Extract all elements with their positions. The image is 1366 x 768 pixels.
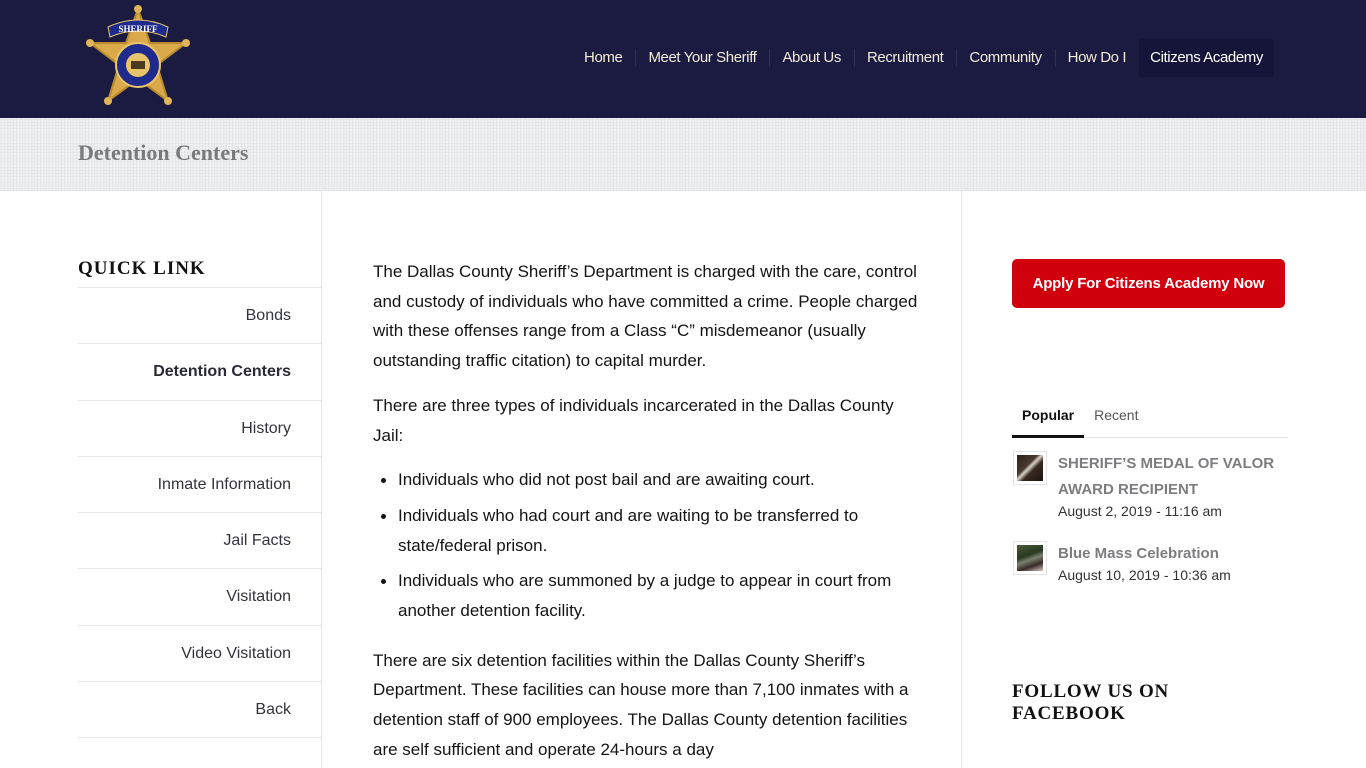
- quick-link-bonds[interactable]: Bonds: [78, 288, 321, 344]
- svg-text:SHERIFF: SHERIFF: [118, 24, 158, 34]
- post-title-link[interactable]: Blue Mass Celebration: [1058, 545, 1219, 562]
- quick-link-heading: QUICK LINK: [78, 258, 206, 279]
- inmate-types-list: [373, 465, 918, 626]
- column-divider: [961, 191, 962, 768]
- quick-link-jail-facts[interactable]: Jail Facts: [78, 513, 321, 569]
- sheriff-star-icon: [82, 5, 194, 113]
- quick-link-video-visitation[interactable]: Video Visitation: [78, 626, 321, 682]
- tab-recent[interactable]: Recent: [1094, 407, 1139, 423]
- page-title-bar: [0, 118, 1366, 191]
- post-thumbnail[interactable]: [1013, 541, 1047, 575]
- quick-link-visitation[interactable]: Visitation: [78, 569, 321, 625]
- nav-about-us[interactable]: About Us: [769, 39, 854, 77]
- main-content: [373, 257, 918, 768]
- quick-link-back[interactable]: Back: [78, 682, 321, 738]
- nav-meet-your-sheriff[interactable]: Meet Your Sheriff: [635, 39, 769, 77]
- nav-recruitment[interactable]: Recruitment: [854, 39, 956, 77]
- list-item: Individuals who are summoned by a judge to appear in court from another detention facility.: [373, 566, 918, 625]
- quick-link-history[interactable]: History: [78, 401, 321, 457]
- posts-tabs: [1012, 399, 1288, 438]
- intro-paragraph: The Dallas County Sheriff’s Department is charged with the care, control and custody of individuals who have committed a crime. People charged with these offenses range from a Class “C” misdemeanor (usually outstanding traffic citation) to capital murder.: [373, 262, 918, 371]
- main-nav: [571, 39, 1274, 77]
- post-date: August 2, 2019 - 11:16 am: [1058, 503, 1222, 519]
- list-item: Individuals who had court and are waiting to be transferred to state/federal prison.: [373, 501, 918, 560]
- sheriff-badge-logo[interactable]: [82, 5, 194, 113]
- follow-facebook-heading: FOLLOW US ON FACEBOOK: [1012, 681, 1170, 724]
- list-item: Individuals who did not post bail and are awaiting court.: [373, 465, 918, 495]
- types-paragraph: There are three types of individuals incarcerated in the Dallas County Jail:: [373, 395, 894, 445]
- facilities-paragraph: There are six detention facilities within the Dallas County Sheriff’s Department. These facilities can house more than 7,100 inmates with a detention staff of 900 employees. The Dallas County detention facilities are self sufficient and operate 24-hours a day: [373, 650, 909, 759]
- quick-link-inmate-information[interactable]: Inmate Information: [78, 457, 321, 513]
- quick-link-detention-centers[interactable]: Detention Centers: [78, 344, 321, 400]
- page-title: Detention Centers: [78, 140, 249, 165]
- post-title-link[interactable]: SHERIFF’S MEDAL OF VALOR AWARD RECIPIENT: [1058, 455, 1275, 498]
- nav-how-do-i[interactable]: How Do I: [1055, 39, 1140, 77]
- apply-citizens-academy-button[interactable]: Apply For Citizens Academy Now: [1012, 259, 1285, 308]
- quick-link-sidebar: [78, 191, 322, 768]
- tab-popular[interactable]: Popular: [1012, 399, 1084, 438]
- nav-community[interactable]: Community: [956, 39, 1054, 77]
- quick-link-list: [78, 287, 321, 738]
- post-date: August 10, 2019 - 10:36 am: [1058, 567, 1231, 583]
- nav-home[interactable]: Home: [584, 49, 623, 66]
- post-thumbnail[interactable]: [1013, 451, 1047, 485]
- nav-citizens-academy[interactable]: Citizens Academy: [1139, 39, 1274, 77]
- site-header: [0, 0, 1366, 118]
